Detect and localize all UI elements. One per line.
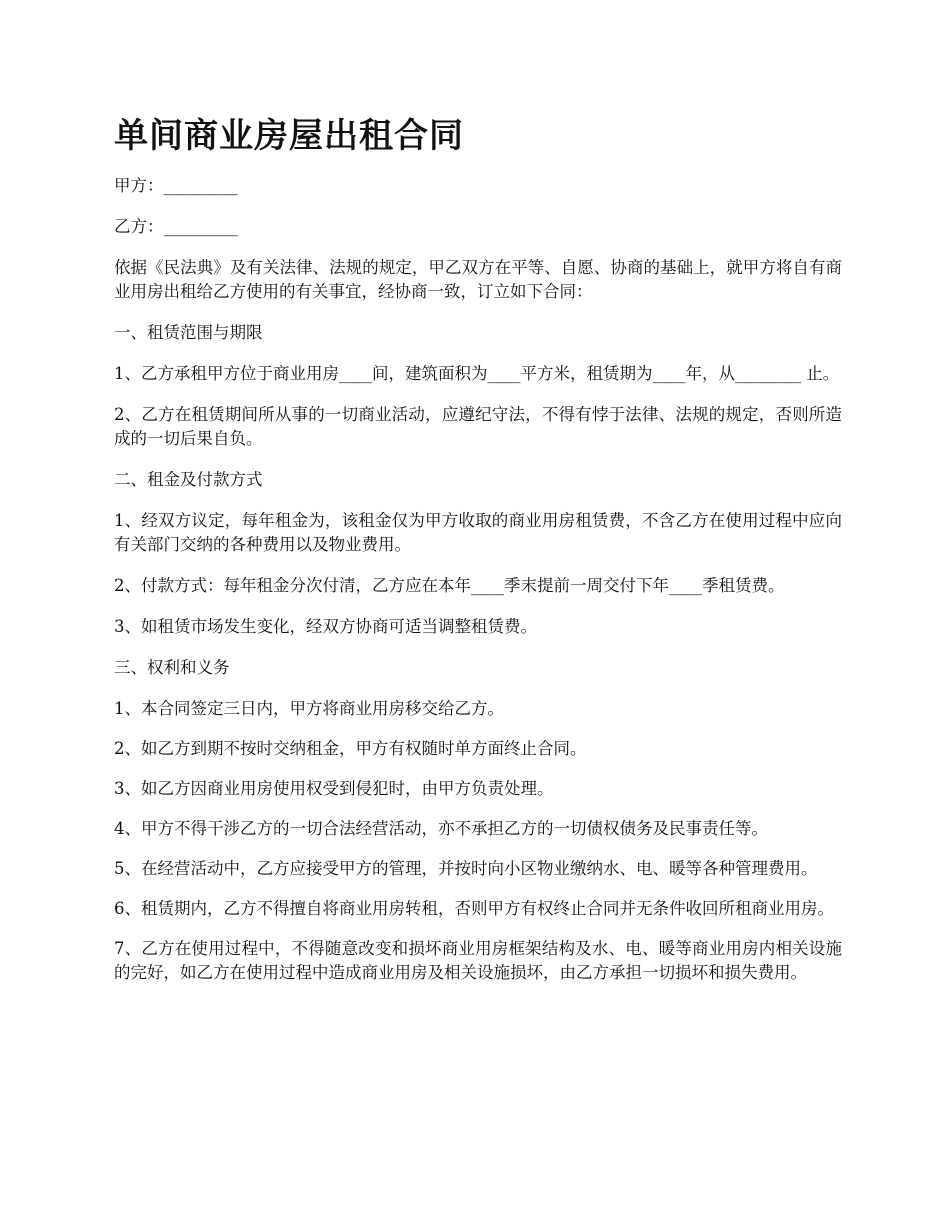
clause-paragraph: 2、如乙方到期不按时交纳租金，甲方有权随时单方面终止合同。	[114, 739, 587, 758]
party-b-line: 乙方：_________	[114, 217, 238, 236]
intro-paragraph: 依据《民法典》及有关法律、法规的规定，甲乙双方在平等、自愿、协商的基础上，就甲方将自有商业用房出租给乙方使用的有关事宜，经协商一致，订立如下合同：	[114, 258, 842, 301]
party-a-line: 甲方：_________	[114, 176, 238, 195]
section-heading: 一、租赁范围与期限	[114, 323, 263, 342]
clause-paragraph: 1、经双方议定，每年租金为，该租金仅为甲方收取的商业用房租赁费，不含乙方在使用过程中应向有关部门交纳的各种费用以及物业费用。	[114, 511, 842, 554]
clause-paragraph: 5、在经营活动中，乙方应接受甲方的管理，并按时向小区物业缴纳水、电、暖等各种管理费用。	[114, 859, 818, 878]
section-heading: 三、权利和义务	[114, 658, 230, 677]
clause-paragraph: 2、乙方在租赁期间所从事的一切商业活动，应遵纪守法，不得有悖于法律、法规的规定，否则所造成的一切后果自负。	[114, 405, 842, 448]
clause-paragraph: 1、乙方承租甲方位于商业用房____间，建筑面积为____平方米，租赁期为____年，从________ 止。	[114, 364, 840, 383]
clause-paragraph: 4、甲方不得干涉乙方的一切合法经营活动，亦不承担乙方的一切债权债务及民事责任等。	[114, 819, 768, 838]
clause-paragraph: 3、如乙方因商业用房使用权受到侵犯时，由甲方负责处理。	[114, 779, 554, 798]
clause-paragraph: 6、租赁期内，乙方不得擅自将商业用房转租，否则甲方有权终止合同并无条件收回所租商业用房。	[114, 899, 834, 918]
document-title: 单间商业房屋出租合同	[114, 116, 464, 156]
section-heading: 二、租金及付款方式	[114, 470, 263, 489]
document-page	[114, 112, 842, 1001]
clause-paragraph: 3、如租赁市场发生变化，经双方协商可适当调整租赁费。	[114, 617, 537, 636]
clause-paragraph: 1、本合同签定三日内，甲方将商业用房移交给乙方。	[114, 699, 504, 718]
clause-paragraph: 7、乙方在使用过程中，不得随意改变和损坏商业用房框架结构及水、电、暖等商业用房内相关设施的完好，如乙方在使用过程中造成商业用房及相关设施损坏，由乙方承担一切损坏和损失费用。	[114, 939, 842, 982]
clause-paragraph: 2、付款方式：每年租金分次付清，乙方应在本年____季末提前一周交付下年____季租赁费。	[114, 576, 785, 595]
